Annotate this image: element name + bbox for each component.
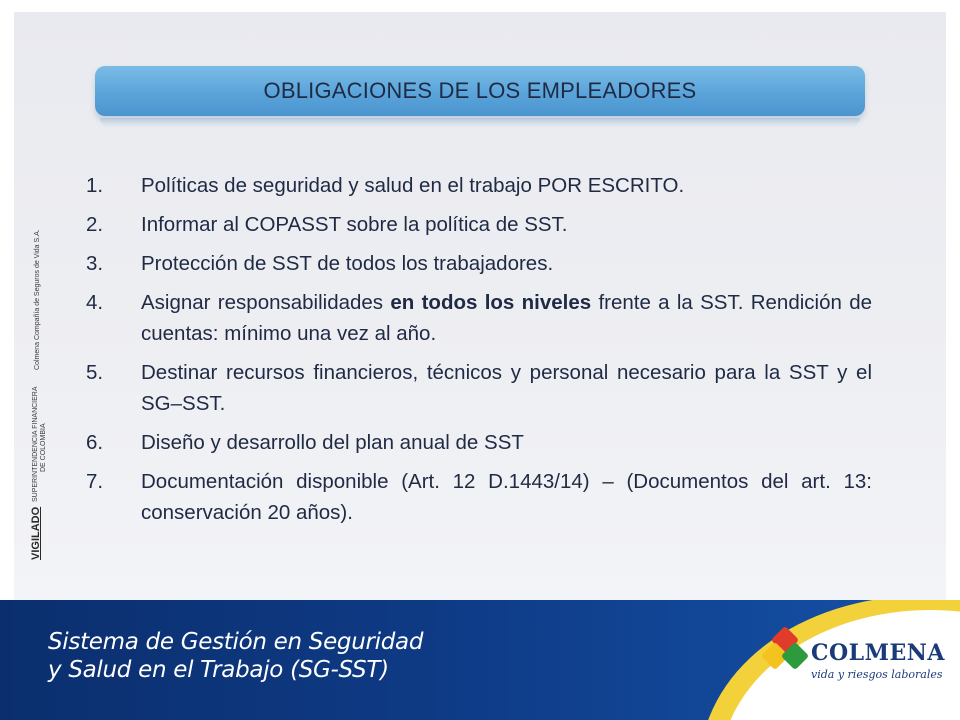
item-text: Destinar recursos financieros, técnicos y personal necesario para la SST y el SG–SST.	[141, 361, 872, 415]
superintendencia-label: SUPERINTENDENCIA FINANCIERA	[32, 386, 39, 502]
company-legal-name: Colmena Compañía de Seguros de Vida S.A.	[34, 229, 41, 370]
item-number: 3.	[86, 252, 104, 275]
footer-title	[48, 628, 423, 684]
vigilado-label: VIGILADO	[30, 506, 42, 560]
item-number: 2.	[86, 213, 104, 236]
logo-name: COLMENA	[811, 640, 945, 666]
list-item	[84, 427, 872, 458]
list-item	[84, 466, 872, 528]
title-reflection	[100, 118, 860, 128]
item-text: Políticas de seguridad y salud en el trabajo POR ESCRITO.	[141, 174, 685, 197]
item-text	[141, 287, 872, 349]
item-number: 1.	[86, 174, 104, 197]
obligations-list	[84, 170, 872, 536]
logo-tagline: vida y riesgos laborales	[811, 668, 943, 681]
slide-title: OBLIGACIONES DE LOS EMPLEADORES	[263, 78, 697, 103]
item-number: 5.	[86, 361, 104, 384]
item-number: 7.	[86, 470, 104, 493]
de-colombia-label: DE COLOMBIA	[40, 423, 47, 472]
title-banner	[95, 66, 865, 116]
item-text: Informar al COPASST sobre la política de SST.	[141, 213, 568, 236]
item-text: Documentación disponible (Art. 12 D.1443/14) – (Documentos del art. 13: conservación 20 años).	[141, 470, 872, 524]
item-text: Diseño y desarrollo del plan anual de SST	[141, 431, 524, 454]
footer-line-1: Sistema de Gestión en Seguridad	[48, 629, 424, 655]
colmena-logo	[765, 630, 945, 690]
list-item	[84, 248, 872, 279]
item-text: Protección de SST de todos los trabajadores.	[141, 252, 554, 275]
list-item	[84, 209, 872, 240]
regulatory-side-label	[18, 210, 58, 580]
item-number: 6.	[86, 431, 104, 454]
item-number: 4.	[86, 291, 104, 314]
footer-line-2: y Salud en el Trabajo (SG-SST)	[48, 657, 389, 683]
list-item	[84, 287, 872, 349]
list-item	[84, 170, 872, 201]
item-text-before: Asignar responsabilidades	[141, 291, 391, 314]
list-item	[84, 357, 872, 419]
item-text-bold: en todos los niveles	[390, 291, 592, 314]
item-text-after: frente a la SST. Rendición de cuentas: mínimo una vez al año.	[141, 291, 872, 345]
